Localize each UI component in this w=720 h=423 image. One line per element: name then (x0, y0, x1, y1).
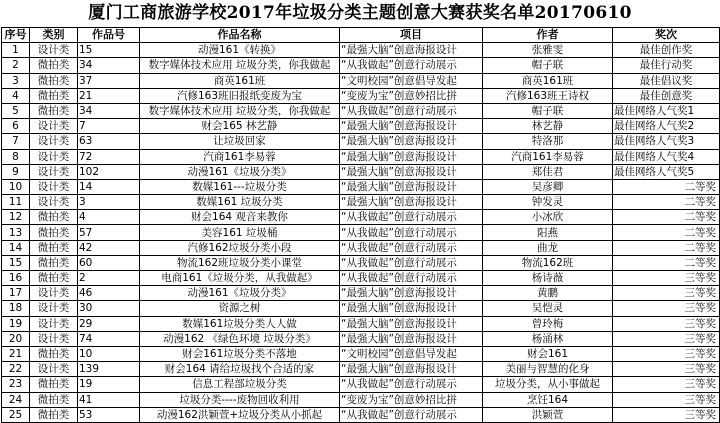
cell-work-number: 15 (78, 43, 140, 58)
cell-author: 小冰欣 (483, 210, 613, 225)
cell-category: 微拍类 (30, 73, 78, 88)
cell-author: 特洛那 (483, 134, 613, 149)
cell-category: 设计类 (30, 331, 78, 346)
cell-work-number: 53 (78, 407, 140, 422)
cell-award: 二等奖 (613, 179, 720, 194)
cell-work-name: 美容161 垃圾桶 (140, 225, 340, 240)
cell-category: 微拍类 (30, 407, 78, 422)
cell-project: “最强大脑”创意海报设计 (340, 164, 483, 179)
cell-author: 吴恺灵 (483, 301, 613, 316)
table-row (2, 195, 720, 210)
cell-index: 6 (2, 119, 30, 134)
cell-work-number: 29 (78, 316, 140, 331)
cell-award: 三等奖 (613, 362, 720, 377)
table-row (2, 88, 720, 103)
cell-index: 18 (2, 301, 30, 316)
cell-project: “变废为宝”创意妙招比拼 (340, 392, 483, 407)
cell-category: 微拍类 (30, 377, 78, 392)
cell-work-name: 汽商161李易蓉 (140, 149, 340, 164)
cell-work-number: 7 (78, 119, 140, 134)
cell-index: 3 (2, 73, 30, 88)
cell-author: 曲龙 (483, 240, 613, 255)
cell-work-number: 41 (78, 392, 140, 407)
cell-category: 设计类 (30, 301, 78, 316)
page-title: 厦门工商旅游学校2017年垃圾分类主题创意大赛获奖名单20170610 (88, 3, 632, 23)
cell-award: 三等奖 (613, 271, 720, 286)
cell-index: 13 (2, 225, 30, 240)
cell-project: “从我做起”创意行动展示 (340, 377, 483, 392)
cell-work-name: 数媒161---垃圾分类 (140, 179, 340, 194)
cell-index: 20 (2, 331, 30, 346)
header-award: 奖次 (613, 28, 720, 43)
cell-work-name: 让垃圾回家 (140, 134, 340, 149)
cell-index: 2 (2, 58, 30, 73)
table-row (2, 286, 720, 301)
cell-award: 三等奖 (613, 377, 720, 392)
cell-award: 三等奖 (613, 301, 720, 316)
cell-award: 二等奖 (613, 225, 720, 240)
cell-award: 最佳行动奖 (613, 58, 720, 73)
cell-author: 张雅雯 (483, 43, 613, 58)
cell-project: “最强大脑”创意海报设计 (340, 331, 483, 346)
cell-work-number: 30 (78, 301, 140, 316)
cell-author: 财会161 (483, 346, 613, 361)
cell-index: 9 (2, 164, 30, 179)
table-row (2, 134, 720, 149)
cell-work-name: 信息工程部垃圾分类 (140, 377, 340, 392)
cell-category: 微拍类 (30, 225, 78, 240)
cell-project: “从我做起”创意行动展示 (340, 58, 483, 73)
cell-work-number: 57 (78, 225, 140, 240)
cell-project: “最强大脑”创意海报设计 (340, 195, 483, 210)
table-row (2, 255, 720, 270)
cell-index: 16 (2, 271, 30, 286)
cell-work-name: 财会164 请给垃圾找个合适的家 (140, 362, 340, 377)
cell-award: 最佳创作奖 (613, 43, 720, 58)
cell-award: 三等奖 (613, 392, 720, 407)
cell-work-number: 10 (78, 346, 140, 361)
cell-project: “从我做起”创意行动展示 (340, 103, 483, 118)
cell-author: 杨涌林 (483, 331, 613, 346)
cell-author: 垃圾分类，从小事做起 (483, 377, 613, 392)
cell-work-name: 数媒161 垃圾分类 (140, 195, 340, 210)
cell-project: “从我做起”创意行动展示 (340, 225, 483, 240)
cell-category: 设计类 (30, 149, 78, 164)
cell-author: 阳燕 (483, 225, 613, 240)
table-row (2, 164, 720, 179)
cell-work-name: 商英161班 (140, 73, 340, 88)
cell-category: 设计类 (30, 362, 78, 377)
cell-index: 25 (2, 407, 30, 422)
cell-work-name: 动漫162洪颖萱+垃圾分类从小抓起 (140, 407, 340, 422)
cell-index: 19 (2, 316, 30, 331)
cell-project: “文明校园”创意倡导发起 (340, 73, 483, 88)
cell-work-name: 动漫161《转换》 (140, 43, 340, 58)
cell-category: 微拍类 (30, 58, 78, 73)
cell-work-number: 139 (78, 362, 140, 377)
cell-index: 1 (2, 43, 30, 58)
cell-index: 5 (2, 103, 30, 118)
cell-author: 汽修163班王诗权 (483, 88, 613, 103)
table-row (2, 377, 720, 392)
cell-category: 设计类 (30, 316, 78, 331)
cell-work-name: 数字媒体技术应用 垃圾分类，你我做起 (140, 58, 340, 73)
cell-index: 8 (2, 149, 30, 164)
table-row (2, 331, 720, 346)
cell-category: 微拍类 (30, 392, 78, 407)
cell-index: 15 (2, 255, 30, 270)
cell-award: 三等奖 (613, 346, 720, 361)
cell-index: 10 (2, 179, 30, 194)
cell-category: 设计类 (30, 134, 78, 149)
table-row (2, 179, 720, 194)
cell-award: 最佳网络人气奖3 (613, 134, 720, 149)
award-table (1, 27, 720, 423)
cell-work-name: 财会165 林艺静 (140, 119, 340, 134)
cell-work-name: 物流162班垃圾分类小课堂 (140, 255, 340, 270)
cell-work-name: 数字媒体技术应用 垃圾分类，你我做起 (140, 103, 340, 118)
table-row (2, 346, 720, 361)
cell-author: 帽子联 (483, 58, 613, 73)
table-row (2, 73, 720, 88)
cell-category: 设计类 (30, 43, 78, 58)
cell-category: 设计类 (30, 195, 78, 210)
header-author: 作者 (483, 28, 613, 43)
cell-award: 二等奖 (613, 240, 720, 255)
cell-award: 二等奖 (613, 210, 720, 225)
cell-work-number: 74 (78, 331, 140, 346)
cell-author: 物流162班 (483, 255, 613, 270)
table-row (2, 301, 720, 316)
cell-award: 最佳网络人气奖4 (613, 149, 720, 164)
table-row (2, 407, 720, 422)
header-category: 类别 (30, 28, 78, 43)
table-row (2, 43, 720, 58)
table-row (2, 271, 720, 286)
cell-author: 林艺静 (483, 119, 613, 134)
cell-work-number: 2 (78, 271, 140, 286)
cell-work-number: 102 (78, 164, 140, 179)
cell-work-number: 34 (78, 103, 140, 118)
cell-project: “最强大脑”创意海报设计 (340, 179, 483, 194)
cell-index: 24 (2, 392, 30, 407)
cell-index: 17 (2, 286, 30, 301)
cell-work-number: 46 (78, 286, 140, 301)
cell-project: “变废为宝”创意妙招比拼 (340, 88, 483, 103)
table-row (2, 58, 720, 73)
cell-author: 黄鹏 (483, 286, 613, 301)
cell-author: 洪颖萱 (483, 407, 613, 422)
cell-category: 微拍类 (30, 240, 78, 255)
cell-project: “从我做起”创意行动展示 (340, 271, 483, 286)
cell-work-number: 63 (78, 134, 140, 149)
cell-index: 22 (2, 362, 30, 377)
cell-project: “从我做起”创意行动展示 (340, 240, 483, 255)
cell-award: 最佳倡议奖 (613, 73, 720, 88)
cell-award: 最佳创意奖 (613, 88, 720, 103)
cell-work-name: 汽修162垃圾分类小段 (140, 240, 340, 255)
table-row (2, 149, 720, 164)
cell-award: 最佳网络人气奖2 (613, 119, 720, 134)
cell-work-name: 动漫161《垃圾分类》 (140, 164, 340, 179)
cell-award: 最佳网络人气奖1 (613, 103, 720, 118)
cell-work-number: 72 (78, 149, 140, 164)
cell-project: “从我做起”创意行动展示 (340, 255, 483, 270)
cell-work-number: 3 (78, 195, 140, 210)
cell-work-number: 37 (78, 73, 140, 88)
cell-index: 4 (2, 88, 30, 103)
cell-category: 微拍类 (30, 255, 78, 270)
header-work-number: 作品号 (78, 28, 140, 43)
cell-award: 三等奖 (613, 316, 720, 331)
cell-category: 微拍类 (30, 210, 78, 225)
cell-work-number: 21 (78, 88, 140, 103)
cell-category: 设计类 (30, 119, 78, 134)
cell-index: 21 (2, 346, 30, 361)
cell-project: “最强大脑”创意海报设计 (340, 119, 483, 134)
cell-author: 曾玲梅 (483, 316, 613, 331)
cell-author: 钟发灵 (483, 195, 613, 210)
cell-project: “文明校园”创意倡导发起 (340, 346, 483, 361)
cell-author: 杨诗薇 (483, 271, 613, 286)
cell-work-name: 资源之树 (140, 301, 340, 316)
cell-work-name: 数媒161垃圾分类人人做 (140, 316, 340, 331)
cell-work-name: 汽修163班旧报纸变废为宝 (140, 88, 340, 103)
table-row (2, 316, 720, 331)
cell-work-name: 动漫162 《绿色环境 垃圾分类》 (140, 331, 340, 346)
table-row (2, 240, 720, 255)
cell-award: 三等奖 (613, 286, 720, 301)
cell-work-name: 财会161垃圾分类不落地 (140, 346, 340, 361)
cell-award: 三等奖 (613, 407, 720, 422)
table-row (2, 362, 720, 377)
cell-work-number: 60 (78, 255, 140, 270)
header-work-name: 作品名称 (140, 28, 340, 43)
cell-author: 汽商161李易蓉 (483, 149, 613, 164)
cell-project: “从我做起”创意行动展示 (340, 210, 483, 225)
cell-work-name: 财会164 观音来教你 (140, 210, 340, 225)
header-project: 项目 (340, 28, 483, 43)
cell-author: 美丽与智慧的化身 (483, 362, 613, 377)
cell-author: 商英161班 (483, 73, 613, 88)
cell-index: 11 (2, 195, 30, 210)
cell-project: “最强大脑”创意海报设计 (340, 149, 483, 164)
cell-project: “最强大脑”创意海报设计 (340, 301, 483, 316)
table-row (2, 392, 720, 407)
cell-work-name: 垃圾分类----废物回收利用 (140, 392, 340, 407)
cell-work-number: 42 (78, 240, 140, 255)
table-row (2, 210, 720, 225)
cell-project: “最强大脑”创意海报设计 (340, 286, 483, 301)
cell-category: 设计类 (30, 179, 78, 194)
table-row (2, 119, 720, 134)
cell-project: “最强大脑”创意海报设计 (340, 43, 483, 58)
cell-category: 微拍类 (30, 271, 78, 286)
cell-category: 设计类 (30, 286, 78, 301)
cell-project: “最强大脑”创意海报设计 (340, 134, 483, 149)
table-row (2, 225, 720, 240)
cell-index: 14 (2, 240, 30, 255)
table-row (2, 103, 720, 118)
cell-author: 郑佳君 (483, 164, 613, 179)
cell-index: 7 (2, 134, 30, 149)
cell-work-number: 34 (78, 58, 140, 73)
cell-work-number: 4 (78, 210, 140, 225)
cell-work-name: 电商161《垃圾分类，从我做起》 (140, 271, 340, 286)
cell-work-number: 14 (78, 179, 140, 194)
header-row (2, 28, 720, 43)
header-index: 序号 (2, 28, 30, 43)
cell-category: 微拍类 (30, 88, 78, 103)
cell-index: 23 (2, 377, 30, 392)
cell-author: 帽子联 (483, 103, 613, 118)
cell-author: 吴彦卿 (483, 179, 613, 194)
cell-author: 烹饪164 (483, 392, 613, 407)
cell-award: 二等奖 (613, 195, 720, 210)
cell-category: 微拍类 (30, 103, 78, 118)
cell-project: “最强大脑”创意海报设计 (340, 362, 483, 377)
cell-index: 12 (2, 210, 30, 225)
cell-category: 微拍类 (30, 346, 78, 361)
cell-award: 最佳网络人气奖5 (613, 164, 720, 179)
cell-award: 三等奖 (613, 331, 720, 346)
cell-work-name: 动漫161《垃圾分类》 (140, 286, 340, 301)
cell-project: “最强大脑”创意海报设计 (340, 316, 483, 331)
cell-work-number: 19 (78, 377, 140, 392)
cell-project: “从我做起”创意行动展示 (340, 407, 483, 422)
cell-category: 设计类 (30, 164, 78, 179)
cell-award: 二等奖 (613, 255, 720, 270)
